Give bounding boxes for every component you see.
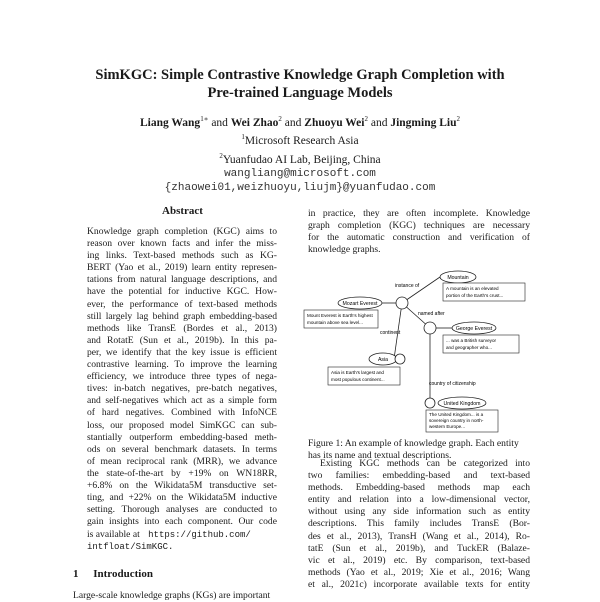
text-line: and RotatE (Sun et al., 2019b). In this pa-	[87, 334, 277, 346]
edge-label-continent: continent	[380, 330, 401, 336]
text-line: Existing KGC methods can be categorized into	[320, 458, 530, 469]
author-name: Liang Wang	[139, 116, 201, 129]
text-line: loss, our proposed model SimKGC can sub-	[87, 419, 277, 431]
author-line	[0, 112, 600, 130]
desc-george-line: and geographer who...	[446, 345, 492, 350]
desc-uk-line: western Europe...	[429, 424, 466, 429]
hub-uk	[425, 398, 435, 408]
and-word: and	[284, 116, 302, 129]
text-line: methods like TransE (Bordes et al., 2013)	[87, 322, 277, 334]
text-line: BERT (Yao et al., 2019) learn entity represen-	[87, 262, 277, 274]
author-name: Jingming Liu	[390, 116, 457, 129]
text-line: des et al., 2013), TransH (Wang et al., 2014), Ro-	[308, 530, 530, 542]
text-line: stantially outperform embedding-based meth-	[87, 431, 277, 443]
text-line: descriptions. This family includes TransE (Bor-	[308, 518, 530, 530]
affiliation-2	[0, 149, 600, 167]
and-word: and	[211, 116, 228, 129]
affiliation-text: Microsoft Research Asia	[244, 135, 359, 148]
email-2: {zhaowei01,weizhuoyu,liujm}@yuanfudao.com	[164, 182, 436, 195]
desc-mozart-line: Mount Everest is Earth's highest	[307, 313, 373, 318]
author-block	[0, 112, 600, 196]
text-line: tatE (Sun et al., 2019b), and TuckER (Balaze-	[308, 542, 530, 554]
desc-mozart-line: mountain above sea level...	[307, 320, 363, 325]
text-line: Knowledge graph completion (KGC) aims to	[87, 226, 277, 237]
desc-asia-line: most populous continent...	[331, 377, 385, 382]
author-sup: 1∗	[200, 115, 209, 123]
text-line: graph completion (KGC) techniques are necessary	[308, 220, 530, 232]
edge-label-citizenship: country of citizenship	[429, 381, 476, 387]
author-sup: 2	[364, 115, 368, 123]
node-asia-label: Asia	[377, 357, 389, 363]
text-line: ting, and +22% on the Wikidata5M inductive	[87, 492, 277, 504]
affiliation-text: Yuanfudao AI Lab, Beijing, China	[222, 153, 381, 166]
abstract-body	[87, 226, 277, 528]
affiliation-sup: 2	[219, 151, 223, 160]
text-line: for the automatic construction and verification of	[308, 232, 530, 244]
hub-mozart	[396, 297, 408, 309]
knowledge-graph-figure	[300, 268, 540, 433]
and-word: and	[370, 116, 388, 129]
text-line: vic et al., 2019) etc. By comparison, text-based	[308, 554, 530, 566]
text-line: in practice, they are often incomplete. Knowledge	[308, 208, 530, 219]
affiliation-sup: 1	[241, 133, 245, 142]
hub-george	[424, 322, 436, 334]
abstract-code-line	[87, 529, 277, 541]
text-line: two families: embedding-based and text-based	[308, 470, 530, 482]
node-george-label: George Everest	[455, 326, 493, 332]
right-column-body	[308, 458, 530, 591]
text-line: contrastive learning. To improve the learning	[87, 359, 277, 371]
text-line: without using any side information such as entity	[308, 506, 530, 518]
text-line: and self-negatives which act as a simple form	[87, 395, 277, 407]
intro-title: Introduction	[93, 568, 153, 580]
node-mountain-label: Mountain	[447, 275, 469, 281]
paper-title	[0, 66, 600, 102]
text-line: et al., 2021c) incorporate available texts for entity	[308, 578, 530, 590]
desc-uk-line: The United Kingdom... is a	[429, 412, 484, 417]
email-1: wangliang@microsoft.com	[224, 167, 376, 180]
caption-line: has its name and textual descriptions.	[308, 450, 452, 462]
intro-number: 1	[73, 568, 79, 580]
desc-mountain-line: A mountain is an elevated	[446, 286, 499, 291]
author-sup: 2	[456, 115, 460, 123]
text-line: tives: in-batch negatives, pre-batch negatives,	[87, 383, 277, 395]
text-line: ing links. Text-based methods such as KG-	[87, 250, 277, 262]
text-line: +6.8% on the Wikidata5M transductive set-	[87, 479, 277, 491]
intro-first-line: Large-scale knowledge graphs (KGs) are important	[73, 590, 271, 601]
text-line: the state-of-the-art by +19% on WN18RR,	[87, 467, 277, 479]
text-line: reason over known facts and infer the miss-	[87, 238, 277, 250]
intro-heading	[73, 568, 153, 580]
text-line: setting. Thorough analyses are conducted to	[87, 504, 277, 516]
text-line: efficiency, we introduce three types of nega-	[87, 371, 277, 383]
right-column-top	[308, 208, 530, 256]
text-line: knowledge graphs.	[308, 244, 381, 256]
text-line: tations from natural language descriptions, and	[87, 274, 277, 286]
text-line: gain insights into each component. Our code	[87, 516, 277, 528]
edge-label-named-after: named after	[418, 311, 445, 317]
edge-instance-of-line	[402, 277, 440, 303]
text-line: entity and relation into a low-dimensional vector,	[308, 494, 530, 506]
text-line: methods (Yao et al., 2019; Xie et al., 2016; Wang	[308, 566, 530, 578]
text-line: of mean reciprocal rank (MRR), we advance	[87, 455, 277, 467]
author-name: Zhuoyu Wei	[304, 116, 365, 129]
edge-label-instance-of: instance of	[395, 283, 420, 289]
desc-george-line: ... was a British surveyor	[446, 338, 497, 343]
affiliation-1	[0, 130, 600, 148]
code-prefix: is available at	[87, 528, 140, 540]
text-line: have the potential for inductive KGC. How-	[87, 286, 277, 298]
hub-asia	[395, 354, 405, 364]
code-url-cont[interactable]: intfloat/SimKGC.	[87, 542, 174, 552]
text-line: methods. Embedding-based methods map each	[308, 482, 530, 494]
author-name: Wei Zhao	[230, 116, 279, 129]
title-line-1: SimKGC: Simple Contrastive Knowledge Graph Completion with	[95, 67, 505, 83]
caption-line: Figure 1: An example of knowledge graph. Each entity	[308, 438, 519, 449]
author-sup: 2	[278, 115, 282, 123]
text-line: of hard negatives. Combined with InfoNCE	[87, 407, 277, 419]
code-url[interactable]: https://github.com/	[148, 529, 251, 540]
desc-asia-line: Asia is Earth's largest and	[331, 370, 384, 375]
text-line: ever, the performance of text-based methods	[87, 298, 277, 310]
node-uk-label: United Kingdom	[443, 401, 481, 407]
desc-uk-line: sovereign country in north-	[429, 418, 484, 423]
node-mozart-label: Mozart Everest	[342, 301, 378, 307]
text-line: ods on several benchmark datasets. In terms	[87, 443, 277, 455]
text-line: still largely lag behind graph embedding-based	[87, 310, 277, 322]
text-line: per, we identify that the key issue is efficient	[87, 346, 277, 358]
desc-mountain-line: portion of the Earth's crust...	[446, 293, 504, 298]
title-line-2: Pre-trained Language Models	[207, 85, 393, 101]
abstract-heading: Abstract	[162, 205, 203, 217]
